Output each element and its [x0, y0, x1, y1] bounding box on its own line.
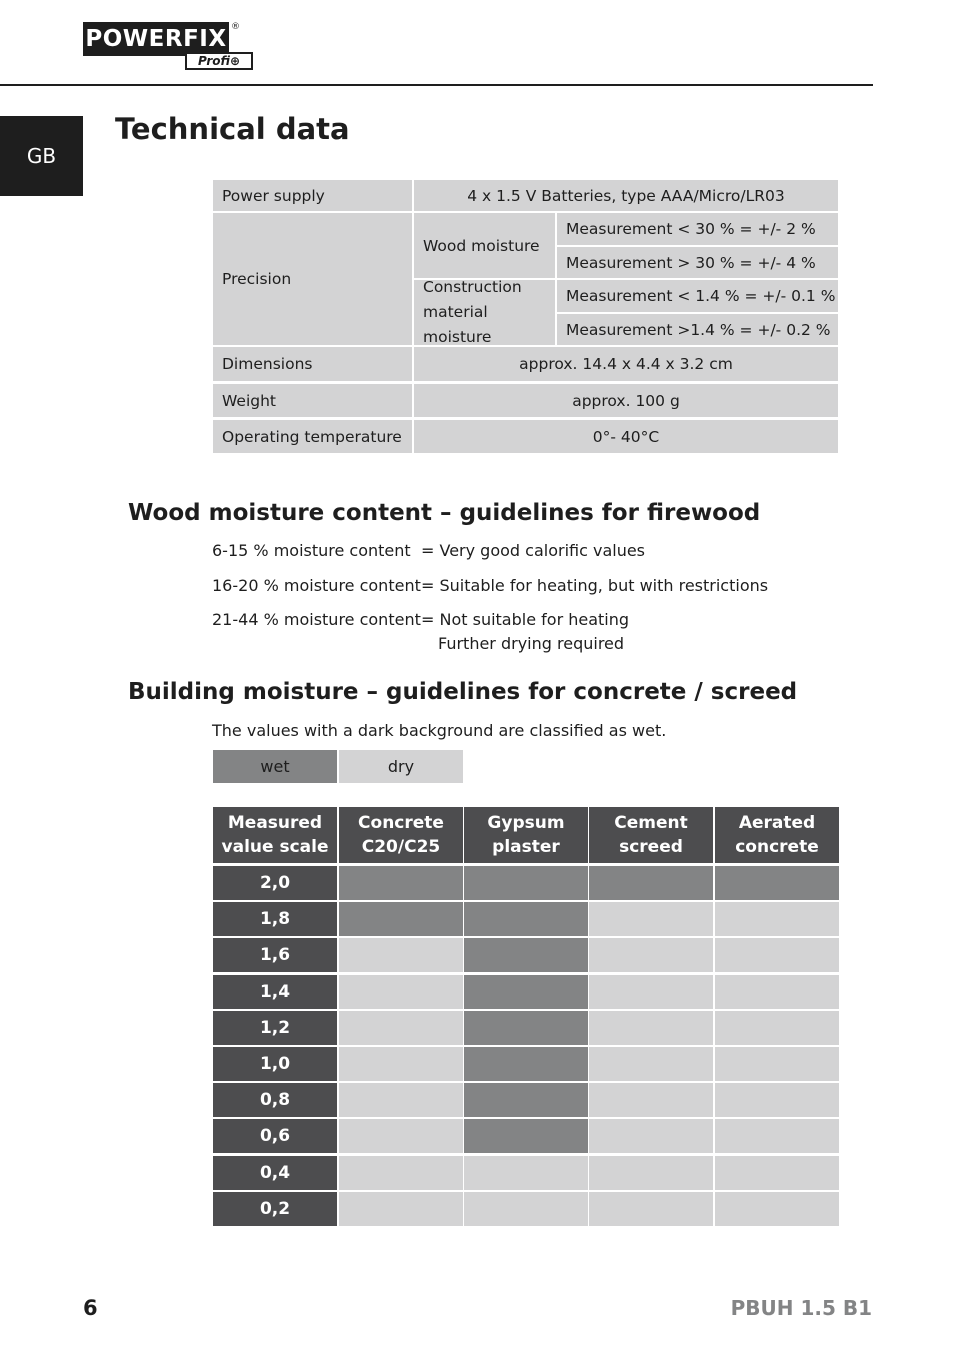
dry-cell — [339, 975, 463, 1009]
wet-cell — [464, 866, 588, 900]
scale-value: 0,4 — [213, 1156, 337, 1190]
language-tab: GB — [0, 116, 83, 196]
table-header-0: Measured value scale — [213, 807, 337, 863]
operating-temperature-value: 0°- 40°C — [414, 420, 838, 453]
dry-cell — [339, 1083, 463, 1117]
scale-value: 1,4 — [213, 975, 337, 1009]
wet-cell — [589, 866, 713, 900]
wet-cell — [464, 975, 588, 1009]
wood-rating-3: = Not suitable for heating — [421, 610, 630, 629]
dry-cell — [589, 1192, 713, 1226]
page-number: 6 — [83, 1296, 98, 1320]
construction-precision-2: Measurement >1.4 % = +/- 0.2 % — [557, 314, 838, 345]
dry-cell — [715, 1083, 839, 1117]
dry-cell — [715, 1192, 839, 1226]
dry-cell — [715, 975, 839, 1009]
model-number: PBUH 1.5 B1 — [730, 1296, 872, 1320]
scale-value: 1,2 — [213, 1011, 337, 1045]
dry-cell — [589, 938, 713, 972]
wood-moisture-label: Wood moisture — [414, 213, 555, 278]
wet-cell — [464, 1083, 588, 1117]
dry-cell — [339, 1011, 463, 1045]
legend-wet: wet — [213, 750, 337, 783]
dry-cell — [339, 1192, 463, 1226]
wet-cell — [715, 866, 839, 900]
page-title: Technical data — [115, 112, 350, 146]
dry-cell — [715, 1156, 839, 1190]
building-guidelines-heading: Building moisture – guidelines for concrete / screed — [128, 679, 798, 705]
wood-rating-3-extra: Further drying required — [438, 634, 625, 653]
logo-registered-mark: ® — [231, 22, 240, 32]
wet-cell — [464, 1011, 588, 1045]
logo-subbrand: Profi⊕ — [185, 52, 253, 70]
table-header-1: Concrete C20/C25 — [339, 807, 463, 863]
dry-cell — [715, 1047, 839, 1081]
legend-dry: dry — [339, 750, 463, 783]
dimensions-label: Dimensions — [213, 347, 412, 381]
dry-cell — [589, 1047, 713, 1081]
dry-cell — [715, 1011, 839, 1045]
power-supply-value: 4 x 1.5 V Batteries, type AAA/Micro/LR03 — [414, 180, 838, 211]
wood-precision-1: Measurement < 30 % = +/- 2 % — [557, 213, 838, 245]
table-header-3: Cement screed — [589, 807, 713, 863]
wet-cell — [464, 1047, 588, 1081]
weight-value: approx. 100 g — [414, 384, 838, 417]
wood-range-2: 16-20 % moisture content — [212, 576, 421, 595]
operating-temperature-label: Operating temperature — [213, 420, 412, 453]
logo-wordmark: POWERFIX — [83, 22, 229, 56]
wood-range-1: 6-15 % moisture content — [212, 541, 411, 560]
scale-value: 1,6 — [213, 938, 337, 972]
dry-cell — [715, 1119, 839, 1153]
wood-rating-1: = Very good calorific values — [421, 541, 646, 560]
building-note: The values with a dark background are classified as wet. — [212, 721, 667, 740]
dry-cell — [589, 1156, 713, 1190]
scale-value: 0,8 — [213, 1083, 337, 1117]
scale-value: 0,2 — [213, 1192, 337, 1226]
wet-cell — [464, 938, 588, 972]
wood-guidelines-heading: Wood moisture content – guidelines for firewood — [128, 500, 761, 526]
dry-cell — [589, 902, 713, 936]
dry-cell — [589, 1011, 713, 1045]
wet-cell — [339, 866, 463, 900]
table-header-4: Aerated concrete — [715, 807, 839, 863]
wood-range-3: 21-44 % moisture content — [212, 610, 421, 629]
weight-label: Weight — [213, 384, 412, 417]
dry-cell — [464, 1192, 588, 1226]
scale-value: 1,0 — [213, 1047, 337, 1081]
table-header-2: Gypsum plaster — [464, 807, 588, 863]
dry-cell — [589, 1119, 713, 1153]
dry-cell — [589, 975, 713, 1009]
wet-cell — [464, 902, 588, 936]
header-rule — [0, 84, 873, 86]
brand-logo — [83, 22, 255, 72]
dry-cell — [715, 938, 839, 972]
wood-precision-2: Measurement > 30 % = +/- 4 % — [557, 247, 838, 278]
dry-cell — [464, 1156, 588, 1190]
dry-cell — [339, 938, 463, 972]
power-supply-label: Power supply — [213, 180, 412, 211]
precision-label: Precision — [213, 213, 412, 345]
dry-cell — [339, 1156, 463, 1190]
dimensions-value: approx. 14.4 x 4.4 x 3.2 cm — [414, 347, 838, 381]
construction-precision-1: Measurement < 1.4 % = +/- 0.1 % — [557, 280, 838, 312]
construction-moisture-label: Construction material moisture — [414, 280, 555, 345]
dry-cell — [339, 1119, 463, 1153]
wet-cell — [464, 1119, 588, 1153]
scale-value: 1,8 — [213, 902, 337, 936]
scale-value: 2,0 — [213, 866, 337, 900]
dry-cell — [589, 1083, 713, 1117]
dry-cell — [715, 902, 839, 936]
wood-rating-2: = Suitable for heating, but with restrictions — [421, 576, 769, 595]
scale-value: 0,6 — [213, 1119, 337, 1153]
wet-cell — [339, 902, 463, 936]
dry-cell — [339, 1047, 463, 1081]
